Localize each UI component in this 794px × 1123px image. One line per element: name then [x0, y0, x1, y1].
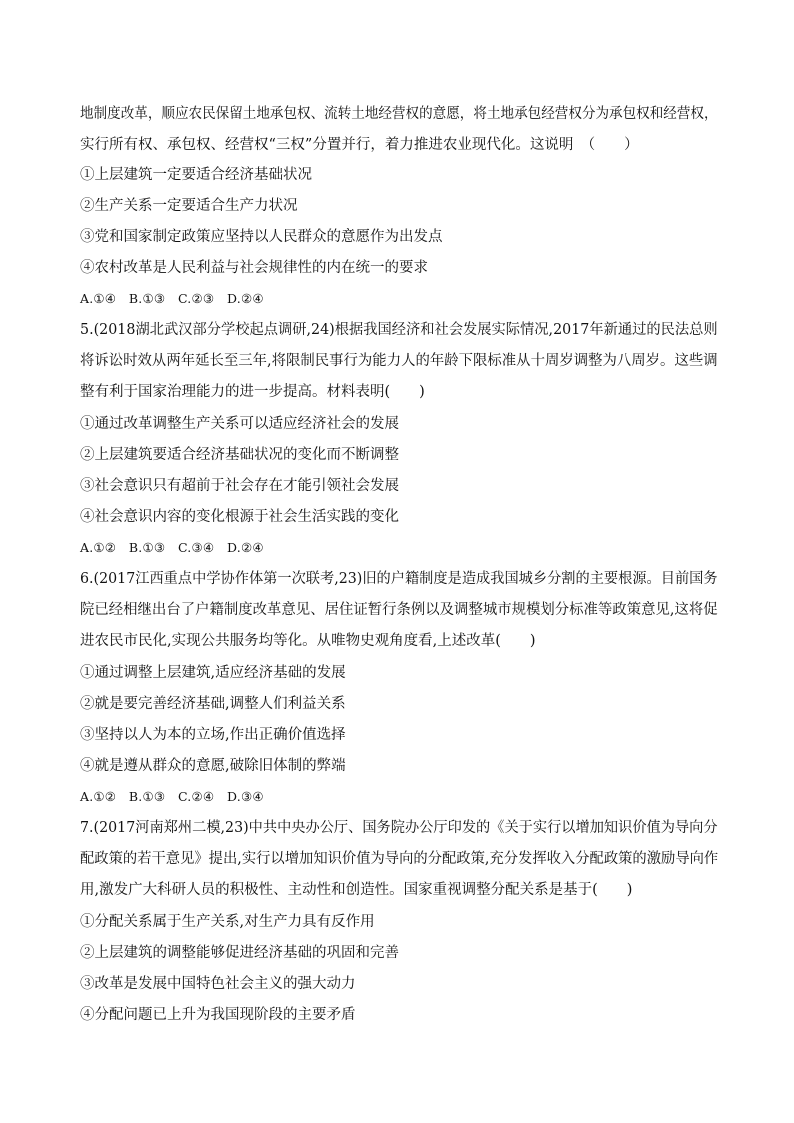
q5-stem-3: 整有利于国家治理能力的进一步提高。材料表明( ) [80, 384, 425, 400]
q7-item-3: ③改革是发展中国特色社会主义的强大动力 [80, 976, 356, 992]
q6-options: A.①② B.①③ C.②④ D.③④ [80, 789, 264, 804]
q6-item-4: ④就是遵从群众的意愿,破除旧体制的弊端 [80, 758, 346, 774]
intro-item-1: ①上层建筑一定要适合经济基础状况 [80, 167, 312, 183]
q5-item-1: ①通过改革调整生产关系可以适应经济社会的发展 [80, 416, 399, 432]
q6-item-2: ②就是要完善经济基础,调整人们利益关系 [80, 696, 346, 712]
q6-item-3: ③坚持以人为本的立场,作出正确价值选择 [80, 727, 346, 743]
q7-item-4: ④分配问题已上升为我国现阶段的主要矛盾 [80, 1007, 356, 1023]
q5-item-4: ④社会意识内容的变化根源于社会生活实践的变化 [80, 509, 399, 525]
intro-line-2: 实行所有权、承包权、经营权“三权”分置并行，着力推进农业现代化。这说明 （ ） [80, 137, 639, 153]
q5-stem-2: 将诉讼时效从两年延长至三年,将限制民事行为能力人的年龄下限标准从十周岁调整为八周岁。这些调 [80, 353, 718, 369]
q6-stem-3: 进农民市民化,实现公共服务均等化。从唯物史观角度看,上述改革( ) [80, 633, 536, 649]
intro-item-2: ②生产关系一定要适合生产力状况 [80, 198, 298, 214]
q7-stem-2: 配政策的若干意见》提出,实行以增加知识价值为导向的分配政策,充分发挥收入分配政策的激励导向作 [80, 851, 719, 867]
intro-options: A.①④ B.①③ C.②③ D.②④ [80, 291, 264, 306]
intro-line-1: 地制度改革，顺应农民保留土地承包权、流转土地经营权的意愿，将土地承包经营权分为承包权和经营权， [80, 106, 718, 122]
q5-options: A.①② B.①③ C.③④ D.②④ [80, 540, 264, 555]
q7-item-2: ②上层建筑的调整能够促进经济基础的巩固和完善 [80, 945, 399, 961]
q5-item-3: ③社会意识只有超前于社会存在才能引领社会发展 [80, 478, 399, 494]
q7-item-1: ①分配关系属于生产关系,对生产力具有反作用 [80, 914, 375, 930]
q6-stem-2: 院已经相继出台了户籍制度改革意见、居住证暂行条例以及调整城市规模划分标准等政策意见,这将促 [80, 602, 718, 618]
q7-stem-1: 7.(2017河南郑州二模,23)中共中央办公厅、国务院办公厅印发的《关于实行以增加知识价值为导向分 [80, 820, 718, 836]
q7-stem-3: 用,激发广大科研人员的积极性、主动性和创造性。国家重视调整分配关系是基于( ) [80, 882, 633, 898]
q5-item-2: ②上层建筑要适合经济基础状况的变化而不断调整 [80, 447, 399, 463]
intro-item-3: ③党和国家制定政策应坚持以人民群众的意愿作为出发点 [80, 229, 443, 245]
intro-item-4: ④农村改革是人民利益与社会规律性的内在统一的要求 [80, 260, 428, 276]
q5-stem-1: 5.(2018湖北武汉部分学校起点调研,24)根据我国经济和社会发展实际情况,2017年新通过的民法总则 [80, 322, 718, 338]
q6-item-1: ①通过调整上层建筑,适应经济基础的发展 [80, 665, 346, 681]
q6-stem-1: 6.(2017江西重点中学协作体第一次联考,23)旧的户籍制度是造成我国城乡分割的主要根源。目前国务 [80, 571, 718, 587]
